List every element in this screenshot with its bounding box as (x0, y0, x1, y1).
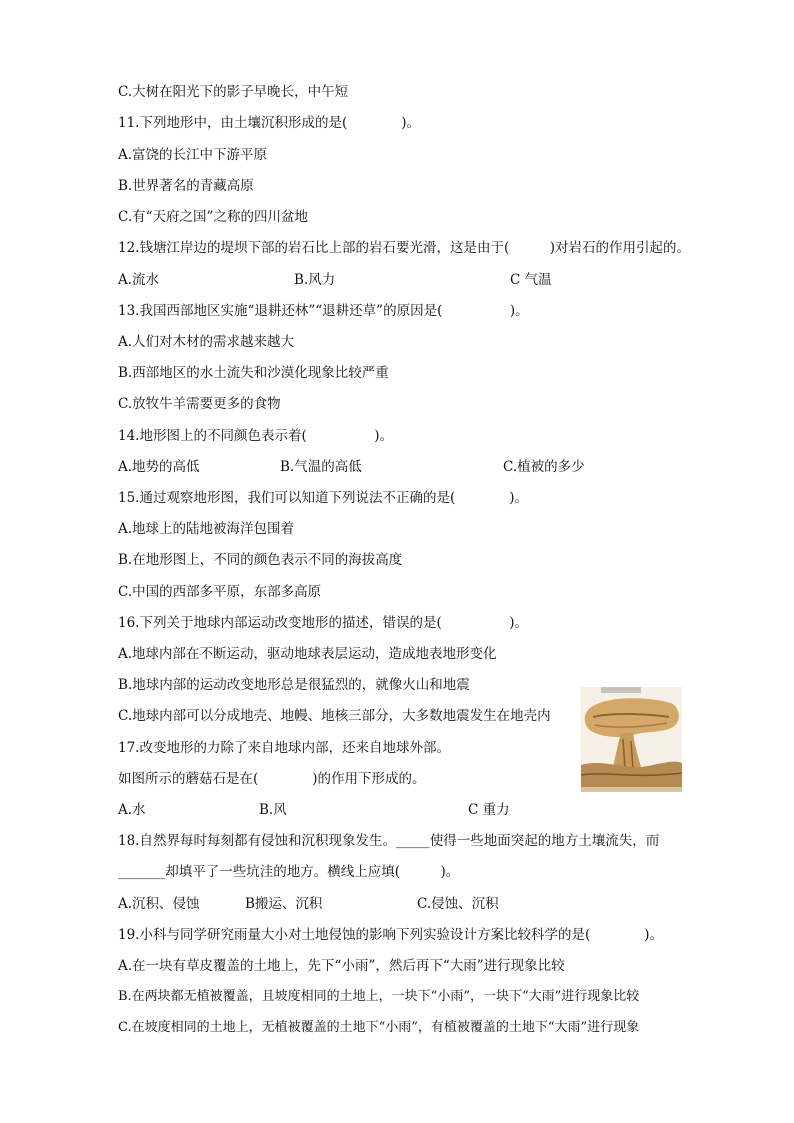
q17-option-a: A.水 (118, 802, 146, 818)
q15-option-b: B.在地形图上，不同的颜色表示不同的海拔高度 (118, 552, 403, 568)
mushroom-rock-photo (581, 687, 682, 792)
q12-question: 12.钱塘江岸边的堤坝下部的岩石比上部的岩石要光滑，这是由于( )对岩石的作用引起的。 (118, 240, 691, 256)
q11-question: 11.下列地形中，由土壤沉积形成的是( )。 (118, 115, 421, 131)
q16-question: 16.下列关于地球内部运动改变地形的描述，错误的是( )。 (118, 615, 529, 631)
q19-option-c: C.在坡度相同的土地上，无植被覆盖的土地下“小雨”，有植被覆盖的土地下“大雨”进行现象 (118, 1020, 640, 1035)
q19-option-a: A.在一块有草皮覆盖的土地上，先下“小雨”，然后再下“大雨”进行现象比较 (118, 958, 565, 974)
q12-option-c: C 气温 (510, 272, 552, 288)
q11-option-c: C.有“天府之国”之称的四川盆地 (118, 209, 308, 225)
q17-option-c: C 重力 (468, 802, 510, 818)
q16-option-b: B.地球内部的运动改变地形总是很猛烈的，就像火山和地震 (118, 677, 470, 693)
q15-option-a: A.地球上的陆地被海洋包围着 (118, 521, 295, 537)
q18-question: 18.自然界每时每刻都有侵蚀和沉积现象发生。_____使得一些地面突起的地方土壤流失，而 (118, 833, 660, 849)
q17-question: 17.改变地形的力除了来自地球内部，还来自地球外部。 (118, 740, 450, 756)
q18-question-cont: _______却填平了一些坑洼的地方。横线上应填( )。 (118, 864, 460, 880)
q13-option-a: A.人们对木材的需求越来越大 (118, 334, 295, 350)
q17-option-b: B.风 (259, 802, 287, 818)
q15-question: 15.通过观察地形图，我们可以知道下列说法不正确的是( )。 (118, 490, 529, 506)
q10-option-c: C.大树在阳光下的影子早晚长，中午短 (118, 84, 349, 100)
q18-option-b: B搬运、沉积 (245, 896, 323, 912)
q11-option-b: B.世界著名的青藏高原 (118, 178, 254, 194)
q13-option-c: C.放牧牛羊需要更多的食物 (118, 396, 281, 412)
q11-option-a: A.富饶的长江中下游平原 (118, 147, 268, 163)
q13-option-b: B.西部地区的水土流失和沙漠化现象比较严重 (118, 365, 389, 381)
q16-option-c: C.地球内部可以分成地壳、地幔、地核三部分，大多数地震发生在地壳内 (118, 708, 551, 724)
q14-question: 14.地形图上的不同颜色表示着( )。 (118, 428, 394, 444)
q14-option-c: C.植被的多少 (503, 459, 585, 475)
q12-option-b: B.风力 (294, 272, 336, 288)
q17-prompt: 如图所示的蘑菇石是在( )的作用下形成的。 (118, 771, 426, 787)
q14-option-a: A.地势的高低 (118, 459, 200, 475)
q14-option-b: B.气温的高低 (280, 459, 362, 475)
q15-option-c: C.中国的西部多平原，东部多高原 (118, 584, 322, 600)
q18-option-a: A.沉积、侵蚀 (118, 896, 200, 912)
q19-option-b: B.在两块都无植被覆盖，且坡度相同的土地上，一块下“小雨”，一块下“大雨”进行现象比较 (118, 989, 640, 1004)
q13-question: 13.我国西部地区实施“退耕还林”“退耕还草”的原因是( )。 (118, 303, 529, 319)
q18-option-c: C.侵蚀、沉积 (417, 896, 499, 912)
q19-question: 19.小科与同学研究雨量大小对土地侵蚀的影响下列实验设计方案比较科学的是( )。 (118, 927, 664, 943)
q16-option-a: A.地球内部在不断运动，驱动地球表层运动，造成地表地形变化 (118, 646, 497, 662)
q12-option-a: A.流水 (118, 272, 160, 288)
